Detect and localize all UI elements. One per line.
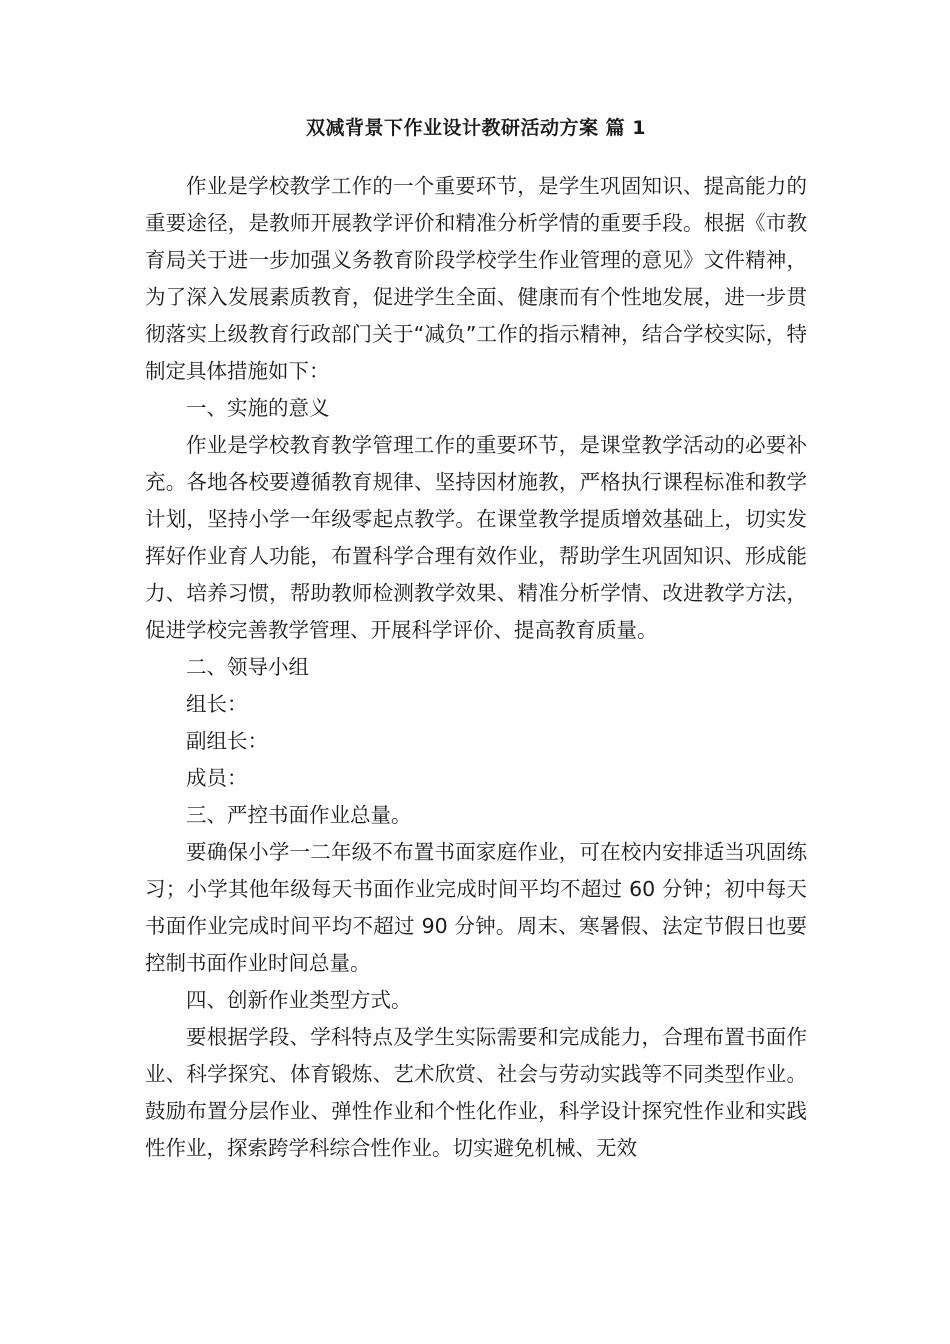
section-3-body: 要确保小学一二年级不布置书面家庭作业，可在校内安排适当巩固练习；小学其他年级每天书面作业完成时间平均不超过 60 分钟；初中每天书面作业完成时间平均不超过 90 分钟。周末、寒暑假、法定节假日也要控制书面作业时间总量。: [145, 840, 807, 975]
leader-line: 组长：: [186, 692, 248, 716]
document-page: [145, 112, 807, 1167]
section-3-heading: 三、严控书面作业总量。: [186, 803, 412, 827]
intro-paragraph: 作业是学校教学工作的一个重要环节，是学生巩固知识、提高能力的重要途径，是教师开展教学评价和精准分析学情的重要手段。根据《市教育局关于进一步加强义务教育阶段学校学生作业管理的意见》文件精神，为了深入发展素质教育，促进学生全面、健康而有个性地发展，进一步贯彻落实上级教育行政部门关于“减负”工作的指示精神，结合学校实际，特制定具体措施如下：: [145, 174, 807, 383]
document-title: 双减背景下作业设计教研活动方案 篇 1: [306, 117, 646, 139]
section-4-body: 要根据学段、学科特点及学生实际需要和完成能力，合理布置书面作业、科学探究、体育锻炼、艺术欣赏、社会与劳动实践等不同类型作业。鼓励布置分层作业、弹性作业和个性化作业，科学设计探究性作业和实践性作业，探索跨学科综合性作业。切实避免机械、无效: [145, 1025, 807, 1160]
section-2-heading: 二、领导小组: [186, 655, 309, 679]
members-line: 成员：: [186, 766, 248, 790]
deputy-leader-line: 副组长：: [186, 729, 268, 753]
section-1-heading: 一、实施的意义: [186, 396, 330, 420]
section-4-heading: 四、创新作业类型方式。: [186, 988, 412, 1012]
section-1-body: 作业是学校教育教学管理工作的重要环节，是课堂教学活动的必要补充。各地各校要遵循教育规律、坚持因材施教，严格执行课程标准和教学计划，坚持小学一年级零起点教学。在课堂教学提质增效基础上，切实发挥好作业育人功能，布置科学合理有效作业，帮助学生巩固知识、形成能力、培养习惯，帮助教师检测教学效果、精准分析学情、改进教学方法，促进学校完善教学管理、开展科学评价、提高教育质量。: [145, 433, 807, 642]
